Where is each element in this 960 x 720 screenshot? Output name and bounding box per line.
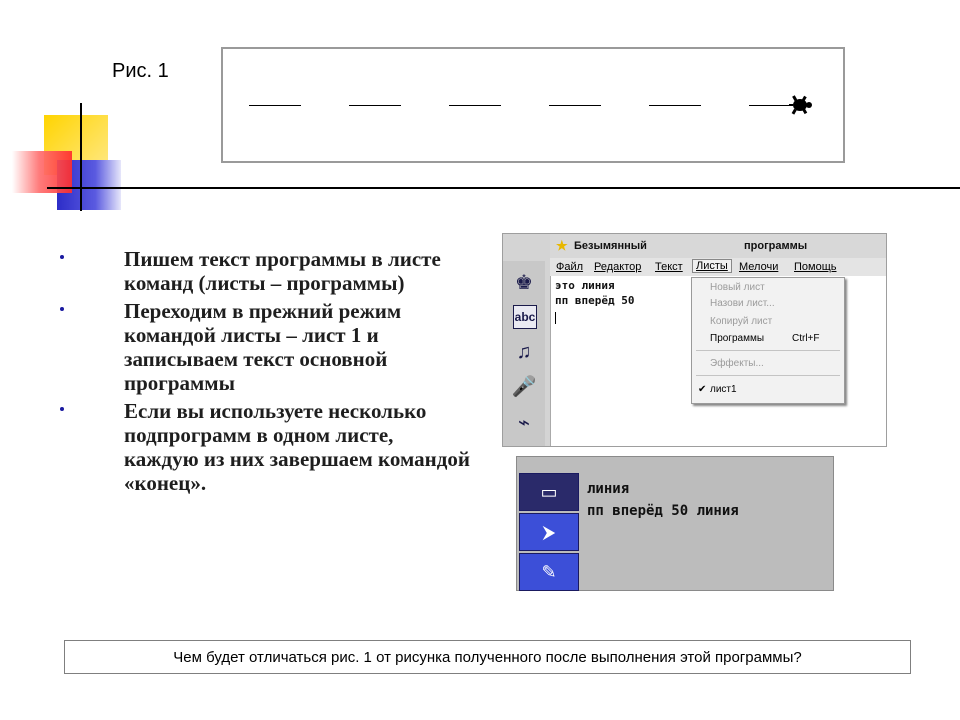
editor-line: пп вперёд 50 [555,294,635,307]
bullet-text: Пишем текст программы в листе команд (листы – программы) [124,247,441,295]
dash-line [449,105,501,106]
abc-text-icon[interactable]: abc [513,305,537,329]
menu-separator [696,375,840,376]
menu-text[interactable]: Текст [655,261,683,273]
bullet-text: Переходим в прежний режим командой листы – лист 1 и записываем текст основной программы [124,299,402,395]
menu-item-copy-sheet[interactable]: Копируй лист [710,316,773,327]
bullet-dot [60,407,64,411]
menu-editor[interactable]: Редактор [594,261,642,273]
turtle-icon [789,94,813,116]
menu-item-programs[interactable]: Программы [710,333,765,344]
dash-line [249,105,301,106]
bullet-list [60,247,470,499]
figure-label: Рис. 1 [112,60,169,82]
menu-help[interactable]: Помощь [794,261,837,273]
window-titlebar [550,234,886,258]
figure-canvas [221,47,845,163]
question-box [64,640,911,674]
dash-line [349,105,401,106]
menu-item-new-sheet[interactable]: Новый лист [710,282,765,293]
dash-line [749,105,793,106]
procedures-icon[interactable]: ▭ [519,473,579,511]
editor-line: это линия [555,279,615,292]
tool-column [503,261,545,446]
microphone-icon[interactable]: 🎤 [511,375,537,398]
decor-vertical-line [80,103,82,211]
procedure-line: линия [587,481,630,497]
bullet-text: Если вы используете несколько подпрограмм в одном листе, каждую из них завершаем командой «конец». [124,399,470,495]
bullet-dot [60,255,64,259]
bullet-item [60,247,470,295]
window-title: Безымянный [574,240,647,252]
app-star-icon: ★ [556,238,568,253]
menu-misc[interactable]: Мелочи [739,261,779,273]
programs-shortcut: Ctrl+F [792,333,820,344]
dash-line [649,105,701,106]
procedure-line: пп вперёд 50 линия [587,503,739,519]
sheets-dropdown-menu [691,277,845,404]
menu-item-rename-sheet[interactable]: Назови лист... [710,298,775,309]
turtle-crown-icon[interactable]: ♚ [515,271,533,294]
check-icon: ✔ [698,384,707,395]
text-caret [555,312,556,324]
satellite-dish-icon[interactable]: ⌁ [517,411,531,434]
menu-separator [696,350,840,351]
turtle-shape-icon[interactable]: ⮞ [519,513,579,551]
window-title-programs: программы [744,240,808,252]
menu-bar [550,258,886,276]
music-note-icon[interactable]: ♫ [516,340,532,363]
bullet-item [60,399,470,495]
menu-item-sheet1[interactable]: лист1 [710,384,737,395]
procedures-screenshot [516,456,834,591]
menu-sheets[interactable]: Листы [692,259,732,273]
menu-item-effects[interactable]: Эффекты... [710,358,764,369]
menu-file[interactable]: Файл [556,261,584,273]
decor-horizontal-line [47,187,960,189]
question-text: Чем будет отличаться рис. 1 от рисунка полученного после выполнения этой программы? [173,648,802,666]
dash-line [549,105,601,106]
bullet-dot [60,307,64,311]
bullet-item [60,299,470,395]
editor-screenshot [502,233,887,447]
pen-icon[interactable]: ✎ [519,553,579,591]
